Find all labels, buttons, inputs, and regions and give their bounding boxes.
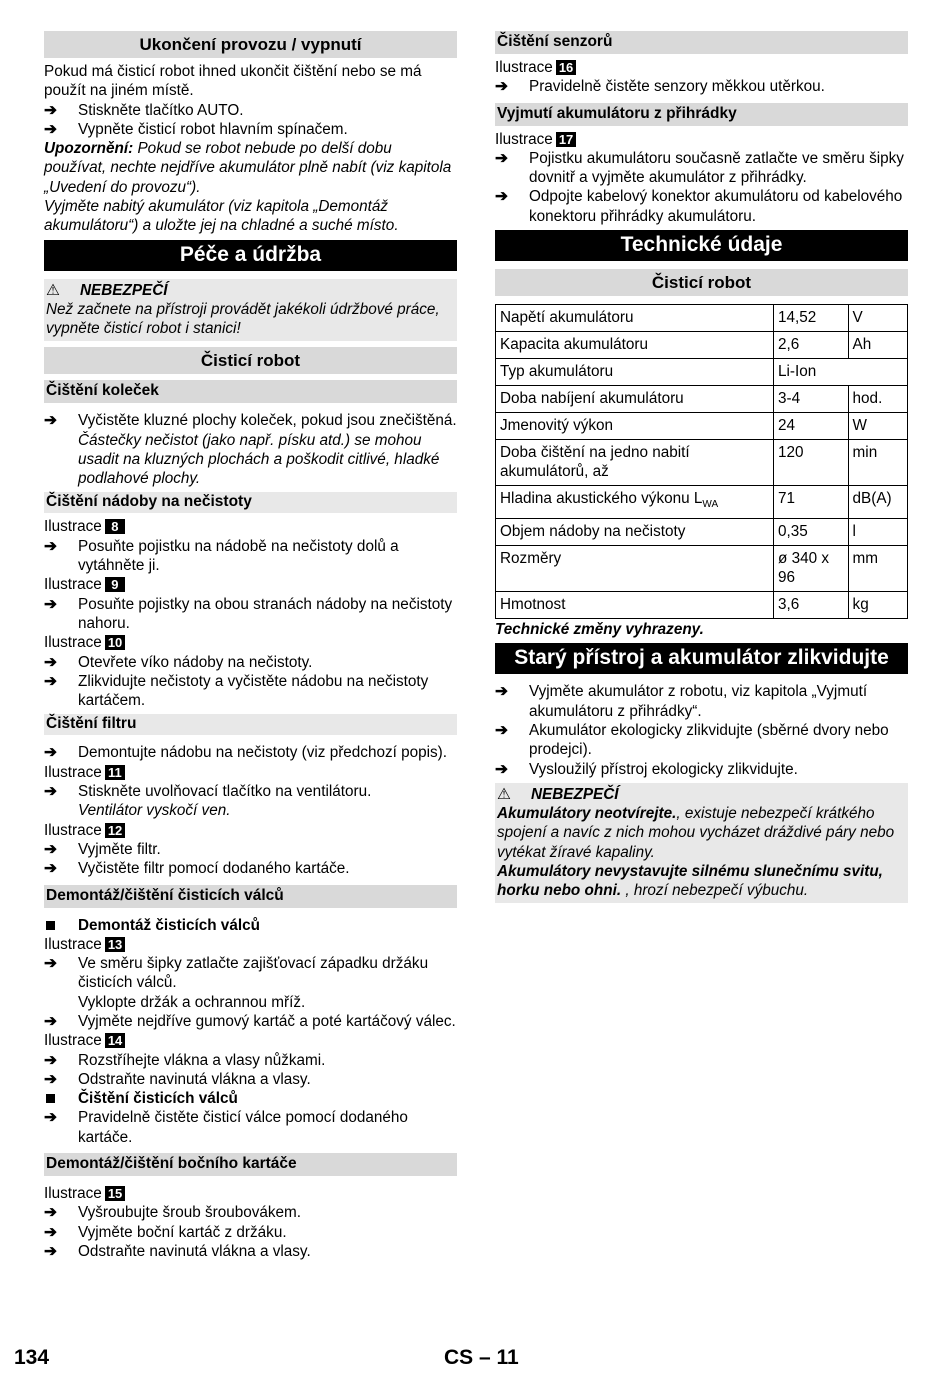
shutdown-note-2: Vyjměte nabitý akumulátor (viz kapitola „Demontáž akumulátoru“) a uložte jej na chladné a suché místo. [44,198,399,235]
step-row: ➔ Ve směru šipky zatlačte zajišťovací západku držáku čisticích válců. [44,955,429,992]
sidebrush-heading: Demontáž/čištění bočního kartáče [44,1153,457,1176]
illustration-number: 11 [105,765,125,780]
arrow-icon: ➔ [44,955,57,973]
table-row: Doba nabíjení akumulátoru 3-4 hod. [496,386,908,413]
illustration-ref: Ilustrace 12 [44,821,457,840]
square-bullet-icon [46,921,55,930]
arrow-icon: ➔ [44,1242,57,1260]
square-bullet-icon [46,1094,55,1103]
wheels-heading: Čištění koleček [44,380,457,403]
illustration-ref: Ilustrace 11 [44,763,457,782]
illustration-number: 10 [105,635,125,650]
arrow-icon: ➔ [495,188,508,206]
illustration-ref: Ilustrace 16 [495,58,908,77]
step-row: ➔ Vyčistěte kluzné plochy koleček, pokud jsou znečištěná. [44,412,457,430]
tech-note: Technické změny vyhrazeny. [495,621,704,639]
illustration-ref: Ilustrace 15 [44,1184,457,1203]
arrow-icon: ➔ [495,683,508,701]
table-row: Kapacita akumulátoru 2,6 Ah [496,332,908,359]
arrow-icon: ➔ [495,149,508,167]
danger-text: Akumulátory neotvírejte., existuje nebezpečí krátkého spojení a navíc z nich mohou vycházet dráždivé páry nebo vytékat žíravé kapaliny. [497,804,895,861]
arrow-icon: ➔ [44,1051,57,1069]
step-row: ➔ Vyjměte filtr. [44,840,161,858]
table-row: Doba čištění na jedno nabití akumulátorů, až 120 min [496,440,908,486]
battery-removal-heading: Vyjmutí akumulátoru z přihrádky [495,103,908,126]
step-row: ➔ Vyjměte nejdříve gumový kartáč a poté kartáčový válec. [44,1012,456,1030]
warning-icon: ⚠ [46,281,60,299]
step-row: ➔ Vyjměte boční kartáč z držáku. [44,1223,287,1241]
step-row: ➔ Vyjměte akumulátor z robotu, viz kapitola „Vyjmutí akumulátoru z přihrádky“. [495,683,868,720]
arrow-icon: ➔ [44,595,57,613]
arrow-icon: ➔ [495,722,508,740]
table-row: Jmenovitý výkon 24 W [496,413,908,440]
table-row: Napětí akumulátoru 14,52 V [496,305,908,332]
table-row: Objem nádoby na nečistoty 0,35 l [496,519,908,546]
step-row: ➔ Stiskněte tlačítko AUTO. [44,101,244,119]
arrow-icon: ➔ [44,744,57,762]
arrow-icon: ➔ [44,1223,57,1241]
table-row: Hladina akustického výkonu $L_{WA}$ 71 dB(A) [496,486,908,519]
step-row: ➔ Odstraňte navinutá vlákna a vlasy. [44,1242,311,1260]
danger-box: ⚠ NEBEZPEČÍ Akumulátory neotvírejte., existuje nebezpečí krátkého spojení a navíc z nich mohou vycházet dráždivé páry nebo vytékat žíravé kapaliny. Akumulátory nevystavujte silnému slunečnímu svitu, horku nebo ohni. , hrozí nebezpečí výbuchu. [495,783,908,903]
arrow-icon: ➔ [44,653,57,671]
tech-spec-table [495,304,908,619]
illustration-number: 17 [556,132,576,147]
illustration-number: 15 [105,1186,125,1201]
care-heading: Péče a údržba [44,240,457,271]
step-row: ➔ Demontujte nádobu na nečistoty (viz předchozí popis). [44,744,448,762]
step-row: ➔ Vypněte čisticí robot hlavním spínačem. [44,120,348,138]
section-page-label: CS – 11 [444,1346,519,1369]
arrow-icon: ➔ [44,1204,57,1222]
tech-robot-heading: Čisticí robot [495,269,908,296]
disposal-heading: Starý přístroj a akumulátor zlikvidujte [495,643,908,674]
table-row: Rozměry ø 340 x 96 mm [496,546,908,592]
step-row: ➔ Akumulátor ekologicky zlikvidujte (sběrné dvory nebo prodejci). [495,722,889,759]
step-row: ➔ Odpojte kabelový konektor akumulátoru od kabelového konektoru přihrádky akumulátoru. [495,188,903,225]
step-row: ➔ Posuňte pojistku na nádobě na nečistoty dolů a vytáhněte ji. [44,537,399,575]
danger-box: ⚠ NEBEZPEČÍ Než začnete na přístroji provádět jakékoli údržbové práce, vypněte čisticí robot i stanici! [44,279,457,342]
illustration-number: 13 [105,937,125,952]
illustration-number: 16 [556,60,576,75]
arrow-icon: ➔ [44,783,57,801]
wheels-note: Částečky nečistot (jako např. písku atd.) se mohou usadit na kluzných plochách a poškodit citlivé, hladké podlahové plochy. [78,431,440,488]
step-row: ➔ Odstraňte navinutá vlákna a vlasy. [44,1070,311,1088]
table-row: Typ akumulátoru Li-Ion [496,359,908,386]
arrow-icon: ➔ [44,412,57,430]
arrow-icon: ➔ [44,840,57,858]
sensors-heading: Čištění senzorů [495,31,908,54]
arrow-icon: ➔ [44,537,57,555]
illustration-ref: Ilustrace 14 [44,1031,457,1050]
shutdown-intro: Pokud má čisticí robot ihned ukončit čištění nebo se má použít na jiném místě. [44,63,422,100]
danger-text: Než začnete na přístroji provádět jakékoli údržbové práce, vypněte čisticí robot i stanici! [46,300,440,337]
filter-heading: Čištění filtru [44,714,457,735]
arrow-icon: ➔ [44,120,57,138]
illustration-number: 12 [105,823,125,838]
tech-heading: Technické údaje [495,230,908,261]
step-row: ➔ Vysloužilý přístroj ekologicky zlikvidujte. [495,760,798,778]
arrow-icon: ➔ [495,78,508,96]
step-row: ➔ Otevřete víko nádoby na nečistoty. [44,653,313,671]
step-row: ➔ Vyšroubujte šroub šroubovákem. [44,1204,302,1222]
right-column [495,31,908,909]
step-row: ➔ Pravidelně čistěte čisticí válce pomocí dodaného kartáče. [44,1109,408,1146]
table-row: Hmotnost 3,6 kg [496,592,908,619]
step-row: ➔ Pojistku akumulátoru současně zatlačte ve směru šipky dovnitř a vyjměte akumulátor z přihrádky. [495,149,904,187]
arrow-icon: ➔ [44,1012,57,1030]
illustration-ref: Ilustrace 8 [44,517,457,536]
arrow-icon: ➔ [44,1109,57,1127]
filter-note: Ventilátor vyskočí ven. [78,802,231,820]
step-row: ➔ Stiskněte uvolňovací tlačítko na ventilátoru. [44,783,372,801]
warning-icon: ⚠ [497,785,511,803]
step-row: ➔ Rozstříhejte vlákna a vlasy nůžkami. [44,1051,326,1069]
step-row: ➔ Vyčistěte filtr pomocí dodaného kartáče. [44,860,350,878]
step-row: ➔ Pravidelně čistěte senzory měkkou utěrkou. [495,78,825,96]
page-number: 134 [14,1346,50,1369]
arrow-icon: ➔ [44,860,57,878]
illustration-ref: Ilustrace 9 [44,575,457,594]
shutdown-note: Upozornění: Pokud se robot nebude po delší dobu používat, nechte nejdříve akumulátor plně nabít (viz kapitola „Uvedení do provozu“). [44,140,452,196]
illustration-ref: Ilustrace 13 [44,935,457,954]
bullet-row: Demontáž čisticích válců [44,916,457,935]
illustration-number: 9 [105,577,125,592]
danger-text: Akumulátory nevystavujte silnému slunečnímu svitu, horku nebo ohni. , hrozí nebezpečí výbuchu. [497,862,883,900]
illustration-number: 8 [105,519,125,534]
illustration-ref: Ilustrace 17 [495,130,908,149]
shutdown-heading: Ukončení provozu / vypnutí [44,31,457,58]
step-row: ➔ Posuňte pojistky na obou stranách nádoby na nečistoty nahoru. [44,595,453,632]
robot-heading: Čisticí robot [44,347,457,374]
arrow-icon: ➔ [495,760,508,778]
rollers-note: Vyklopte držák a ochrannou mříž. [78,993,306,1011]
arrow-icon: ➔ [44,672,57,690]
illustration-number: 14 [105,1033,125,1048]
illustration-ref: Ilustrace 10 [44,633,457,652]
arrow-icon: ➔ [44,101,57,119]
arrow-icon: ➔ [44,1070,57,1088]
bullet-row: Čištění čisticích válců [44,1089,457,1108]
rollers-heading: Demontáž/čištění čisticích válců [44,885,457,908]
step-row: ➔ Zlikvidujte nečistoty a vyčistěte nádobu na nečistoty kartáčem. [44,672,429,710]
bin-heading: Čištění nádoby na nečistoty [44,492,457,513]
left-column [44,31,457,1261]
